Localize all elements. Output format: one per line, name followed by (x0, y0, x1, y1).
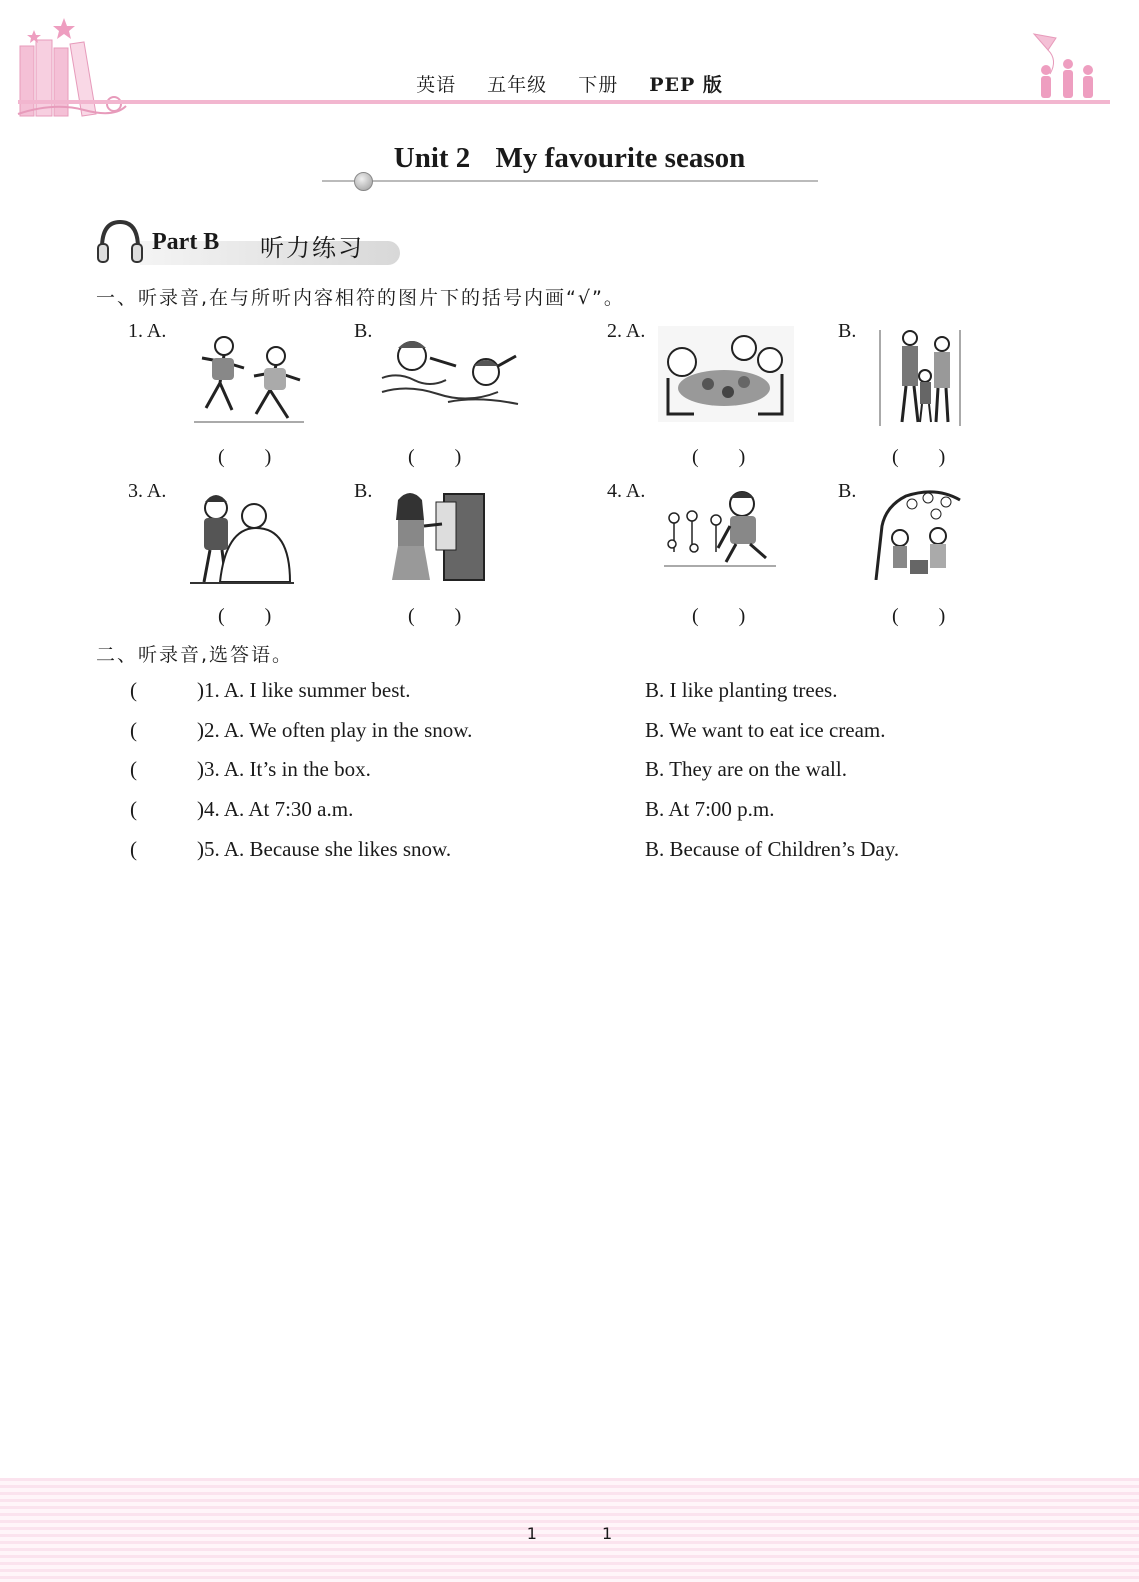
option-a: )1. A. I like summer best. (197, 678, 411, 702)
boy-planting-image (660, 486, 780, 572)
headphones-icon (94, 216, 146, 268)
page-title (0, 142, 1139, 175)
q1-b-label: B. (354, 320, 373, 342)
header-volume: 下册 (578, 74, 619, 96)
answer-blank-open[interactable]: ( (130, 837, 137, 861)
girls-picking-fruit-image (866, 486, 962, 580)
q2-b-label: B. (838, 320, 857, 342)
q3-b-label: B. (354, 480, 373, 502)
option-b: B. I like planting trees. (645, 678, 838, 702)
header-edition: PEP 版 (649, 74, 723, 96)
answer-blank-open[interactable]: ( (130, 757, 137, 781)
answer-blank-open[interactable]: ( (130, 678, 137, 702)
option-b: B. We want to eat ice cream. (645, 718, 886, 742)
q2-a-label: 2. A. (607, 320, 646, 342)
page-number-right: 1 (602, 1524, 613, 1543)
q4-b-answer-box[interactable]: ( ) (892, 605, 946, 627)
page-number (0, 1524, 1139, 1543)
q4-a-answer-box[interactable]: ( ) (692, 605, 746, 627)
q3-a-answer-box[interactable]: ( ) (218, 605, 272, 627)
unit-name: My favourite season (495, 142, 746, 174)
q3-b-answer-box[interactable]: ( ) (408, 605, 462, 627)
q2-b-answer-box[interactable]: ( ) (892, 446, 946, 468)
choice-row (130, 797, 353, 822)
header-grade: 五年级 (487, 74, 548, 96)
children-picnic-image (658, 326, 794, 422)
header-title (0, 70, 1139, 97)
title-underline (322, 180, 818, 182)
answer-blank-open[interactable]: ( (130, 797, 137, 821)
q1-a-answer-box[interactable]: ( ) (218, 446, 272, 468)
children-skating-image (184, 328, 312, 428)
choice-row (130, 757, 371, 782)
q3-a-label: 3. A. (128, 480, 167, 502)
unit-number: Unit 2 (393, 142, 471, 174)
option-a: )4. A. At 7:30 a.m. (197, 797, 354, 821)
q4-b-label: B. (838, 480, 857, 502)
girl-snowman-image (190, 488, 294, 586)
title-bullet-icon (354, 172, 373, 191)
option-a: )5. A. Because she likes snow. (197, 837, 452, 861)
page-number-left: 1 (526, 1524, 537, 1543)
choice-row (130, 718, 472, 743)
answer-blank-open[interactable]: ( (130, 718, 137, 742)
option-b: B. At 7:00 p.m. (645, 797, 775, 821)
option-a: )3. A. It’s in the box. (197, 757, 371, 781)
family-walking-image (870, 326, 966, 430)
q2-a-answer-box[interactable]: ( ) (692, 446, 746, 468)
children-swimming-image (378, 326, 522, 410)
header-subject: 英语 (416, 74, 457, 96)
part-title: 听力练习 (260, 234, 364, 262)
option-b: B. Because of Children’s Day. (645, 837, 900, 861)
choice-row (130, 837, 451, 862)
option-b: B. They are on the wall. (645, 757, 847, 781)
part-label: Part B (152, 229, 220, 255)
section-2-heading: 二、听录音,选答语。 (96, 644, 294, 666)
section-1-heading: 一、听录音,在与所听内容相符的图片下的括号内画“√”。 (96, 287, 625, 309)
girl-fridge-image (384, 486, 488, 584)
choice-row (130, 678, 410, 703)
header-divider (18, 100, 1110, 104)
q4-a-label: 4. A. (607, 480, 646, 502)
q1-b-answer-box[interactable]: ( ) (408, 446, 462, 468)
option-a: )2. A. We often play in the snow. (197, 718, 473, 742)
q1-a-label: 1. A. (128, 320, 167, 342)
